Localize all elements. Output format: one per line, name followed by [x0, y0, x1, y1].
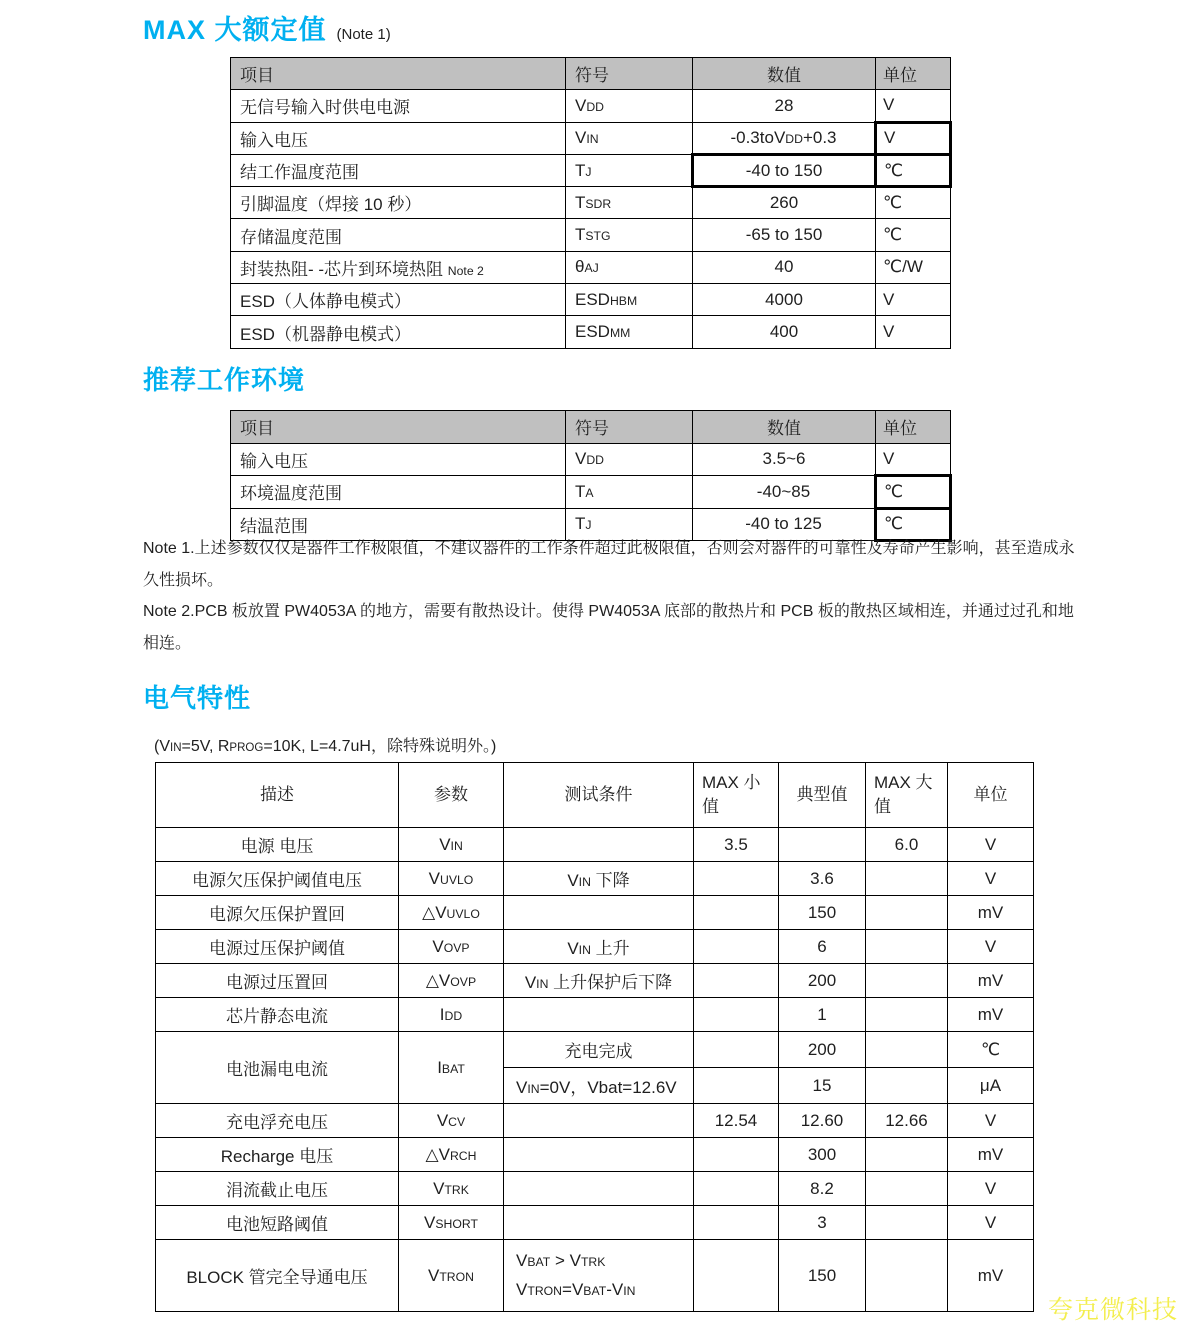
max-cell [866, 1138, 948, 1172]
table-header [231, 411, 951, 444]
unit-cell: ℃/W [876, 251, 951, 283]
item-cell: ESD（机器静电模式） [231, 316, 566, 348]
value-cell: 400 [693, 316, 876, 348]
desc-cell: BLOCK 管完全导通电压 [156, 1240, 399, 1312]
max-cell [866, 862, 948, 896]
table-row [231, 284, 951, 316]
typ-cell: 8.2 [779, 1172, 866, 1206]
symbol-cell: TJ [566, 154, 693, 186]
param-cell: △VOVP [399, 964, 504, 998]
item-cell: 无信号输入时供电电源 [231, 90, 566, 122]
typ-cell: 200 [779, 964, 866, 998]
column-header-item: 项目 [231, 411, 566, 444]
table-row [231, 219, 951, 251]
test-conditions: (VIN=5V, RPROG=10K, L=4.7uH，除特殊说明外。) [154, 738, 497, 755]
column-header-unit: 单位 [876, 411, 951, 444]
condition-cell: VIN 上升 [504, 930, 694, 964]
typ-cell: 1 [779, 998, 866, 1032]
item-cell: 引脚温度（焊接 10 秒） [231, 187, 566, 219]
unit-cell: ℃ [876, 476, 951, 509]
value-cell: -40 to 125 [693, 508, 876, 541]
value-cell: 3.5~6 [693, 443, 876, 476]
condition-cell [504, 1206, 694, 1240]
unit-cell: ℃ [876, 219, 951, 251]
symbol-cell: ESDMM [566, 316, 693, 348]
unit-cell: V [948, 1206, 1034, 1240]
column-header-symbol: 符号 [566, 58, 693, 90]
watermark: 夸克微科技 [1048, 1296, 1179, 1324]
value-cell: -0.3toVDD+0.3 [693, 122, 876, 154]
item-cell: 环境温度范围 [231, 476, 566, 509]
section-title-abs-max [143, 8, 391, 47]
unit-cell: V [876, 443, 951, 476]
condition-cell: VIN=0V，Vbat=12.6V [504, 1068, 694, 1104]
note-reference: (Note 1) [336, 26, 391, 43]
table-row [156, 828, 1034, 862]
unit-cell: V [948, 1172, 1034, 1206]
column-header-value: 数值 [693, 411, 876, 444]
max-cell [866, 998, 948, 1032]
symbol-cell: TA [566, 476, 693, 509]
condition-cell: VIN 上升保护后下降 [504, 964, 694, 998]
param-cell: △VUVLO [399, 896, 504, 930]
max-cell [866, 1068, 948, 1104]
table-row [231, 251, 951, 283]
condition-cell [504, 896, 694, 930]
electrical-table [155, 762, 1034, 1312]
desc-cell: 电源过压置回 [156, 964, 399, 998]
typ-cell: 150 [779, 1240, 866, 1312]
table-row [156, 998, 1034, 1032]
header-row [156, 763, 1034, 828]
condition-cell [504, 828, 694, 862]
unit-cell: mV [948, 1240, 1034, 1312]
unit-cell: ℃ [948, 1032, 1034, 1068]
column-header-symbol: 符号 [566, 411, 693, 444]
desc-cell: 电源欠压保护阈值电压 [156, 862, 399, 896]
min-cell [694, 862, 779, 896]
param-cell: IDD [399, 998, 504, 1032]
table-row [231, 316, 951, 348]
typ-cell: 150 [779, 896, 866, 930]
param-cell: VOVP [399, 930, 504, 964]
unit-cell: V [948, 862, 1034, 896]
unit-cell: V [948, 1104, 1034, 1138]
max-cell [866, 1172, 948, 1206]
max-cell: 12.66 [866, 1104, 948, 1138]
column-header-max: MAX 大值 [866, 763, 948, 828]
recommended-table [230, 410, 952, 542]
min-cell [694, 1206, 779, 1240]
condition-cell: VIN 下降 [504, 862, 694, 896]
value-cell: -40 to 150 [693, 154, 876, 186]
desc-cell: 芯片静态电流 [156, 998, 399, 1032]
section-title-text: 推荐工作环境 [143, 365, 306, 395]
item-cell: 存储温度范围 [231, 219, 566, 251]
table-row [156, 1172, 1034, 1206]
min-cell [694, 1172, 779, 1206]
typ-cell: 3 [779, 1206, 866, 1240]
condition-cell [504, 1240, 694, 1312]
param-cell: △VRCH [399, 1138, 504, 1172]
unit-cell: V [876, 122, 951, 154]
column-header-param: 参数 [399, 763, 504, 828]
desc-cell: 电源过压保护阈值 [156, 930, 399, 964]
min-cell [694, 1138, 779, 1172]
typ-cell [779, 828, 866, 862]
min-cell: 12.54 [694, 1104, 779, 1138]
unit-cell: mV [948, 964, 1034, 998]
table-row [156, 1032, 1034, 1068]
value-cell: 28 [693, 90, 876, 122]
symbol-cell: ESDHBM [566, 284, 693, 316]
unit-cell: ℃ [876, 154, 951, 186]
note-2: Note 2.PCB 板放置 PW4053A 的地方，需要有散热设计。使得 PW4053A 底部的散热片和 PCB 板的散热区域相连，并通过过孔和地相连。 [143, 603, 1074, 652]
condition-cell [504, 1138, 694, 1172]
unit-cell: ℃ [876, 508, 951, 541]
min-cell [694, 896, 779, 930]
unit-cell: mV [948, 998, 1034, 1032]
condition-cell [504, 998, 694, 1032]
typ-cell: 15 [779, 1068, 866, 1104]
desc-cell: 电池漏电电流 [156, 1032, 399, 1104]
section-title-text: 电气特性 [143, 683, 252, 713]
section-title-electrical [143, 678, 251, 715]
min-cell [694, 1032, 779, 1068]
table-row [156, 964, 1034, 998]
value-cell: -65 to 150 [693, 219, 876, 251]
min-cell [694, 998, 779, 1032]
typ-cell: 6 [779, 930, 866, 964]
header-row [231, 58, 951, 90]
max-cell [866, 1206, 948, 1240]
unit-cell: mV [948, 896, 1034, 930]
table-header [156, 763, 1034, 828]
column-header-min: MAX 小值 [694, 763, 779, 828]
symbol-cell: TSTG [566, 219, 693, 251]
unit-cell: V [948, 828, 1034, 862]
condition-cell [504, 1172, 694, 1206]
table-row [231, 154, 951, 186]
column-header-desc: 描述 [156, 763, 399, 828]
value-cell: -40~85 [693, 476, 876, 509]
table-header [231, 58, 951, 90]
abs-max-table [230, 57, 952, 349]
max-cell [866, 1240, 948, 1312]
unit-cell: V [876, 90, 951, 122]
desc-cell: 电源 电压 [156, 828, 399, 862]
min-cell [694, 964, 779, 998]
table-row [231, 187, 951, 219]
column-header-unit: 单位 [948, 763, 1034, 828]
min-cell [694, 1240, 779, 1312]
table-row [156, 862, 1034, 896]
param-cell: VCV [399, 1104, 504, 1138]
symbol-cell: VDD [566, 443, 693, 476]
max-cell: 6.0 [866, 828, 948, 862]
table-row [156, 896, 1034, 930]
unit-cell: ℃ [876, 187, 951, 219]
header-row [231, 411, 951, 444]
param-cell: IBAT [399, 1032, 504, 1104]
value-cell: 4000 [693, 284, 876, 316]
unit-cell: V [948, 930, 1034, 964]
unit-cell: V [876, 316, 951, 348]
value-cell: 40 [693, 251, 876, 283]
column-header-item: 项目 [231, 58, 566, 90]
condition-cell: 充电完成 [504, 1032, 694, 1068]
symbol-cell: VIN [566, 122, 693, 154]
max-cell [866, 896, 948, 930]
param-cell: VIN [399, 828, 504, 862]
min-cell [694, 1068, 779, 1104]
column-header-condition: 测试条件 [504, 763, 694, 828]
unit-cell: μA [948, 1068, 1034, 1104]
param-cell: VTRK [399, 1172, 504, 1206]
item-cell: ESD（人体静电模式） [231, 284, 566, 316]
column-header-typ: 典型值 [779, 763, 866, 828]
condition-line: VBAT > VTRK [516, 1250, 606, 1270]
unit-cell: V [876, 284, 951, 316]
max-cell [866, 930, 948, 964]
symbol-cell: TSDR [566, 187, 693, 219]
symbol-cell: VDD [566, 90, 693, 122]
param-cell: VTRON [399, 1240, 504, 1312]
table-row [156, 1138, 1034, 1172]
desc-cell: Recharge 电压 [156, 1138, 399, 1172]
table-row [231, 122, 951, 154]
table-row [231, 90, 951, 122]
typ-cell: 200 [779, 1032, 866, 1068]
item-cell: 输入电压 [231, 122, 566, 154]
item-cell: 结工作温度范围 [231, 154, 566, 186]
desc-cell: 涓流截止电压 [156, 1172, 399, 1206]
table-row [156, 1240, 1034, 1312]
section-title-text: MAX 大额定值 [143, 15, 327, 45]
param-cell: VUVLO [399, 862, 504, 896]
typ-cell: 12.60 [779, 1104, 866, 1138]
table-row [231, 476, 951, 509]
min-cell [694, 930, 779, 964]
item-cell: 输入电压 [231, 443, 566, 476]
column-header-value: 数值 [693, 58, 876, 90]
symbol-cell: TJ [566, 508, 693, 541]
note-1: Note 1.上述参数仅仅是器件工作极限值，不建议器件的工作条件超过此极限值，否则会对器件的可靠性及寿命产生影响，甚至造成永久性损坏。 [143, 540, 1075, 589]
notes-block [143, 533, 1083, 659]
typ-cell: 300 [779, 1138, 866, 1172]
symbol-cell: θAJ [566, 251, 693, 283]
max-cell [866, 964, 948, 998]
typ-cell: 3.6 [779, 862, 866, 896]
column-header-unit: 单位 [876, 58, 951, 90]
desc-cell: 充电浮充电压 [156, 1104, 399, 1138]
desc-cell: 电源欠压保护置回 [156, 896, 399, 930]
value-cell: 260 [693, 187, 876, 219]
table-row [156, 1206, 1034, 1240]
table-row [231, 443, 951, 476]
max-cell [866, 1032, 948, 1068]
table-row [156, 1104, 1034, 1138]
item-cell: 封装热阻- -芯片到环境热阻 Note 2 [231, 251, 566, 283]
desc-cell: 电池短路阈值 [156, 1206, 399, 1240]
item-cell: 结温范围 [231, 508, 566, 541]
min-cell: 3.5 [694, 828, 779, 862]
unit-cell: mV [948, 1138, 1034, 1172]
table-row [156, 930, 1034, 964]
condition-cell [504, 1104, 694, 1138]
section-title-recommended [143, 360, 305, 397]
condition-line: VTRON=VBAT-VIN [516, 1279, 636, 1299]
param-cell: VSHORT [399, 1206, 504, 1240]
